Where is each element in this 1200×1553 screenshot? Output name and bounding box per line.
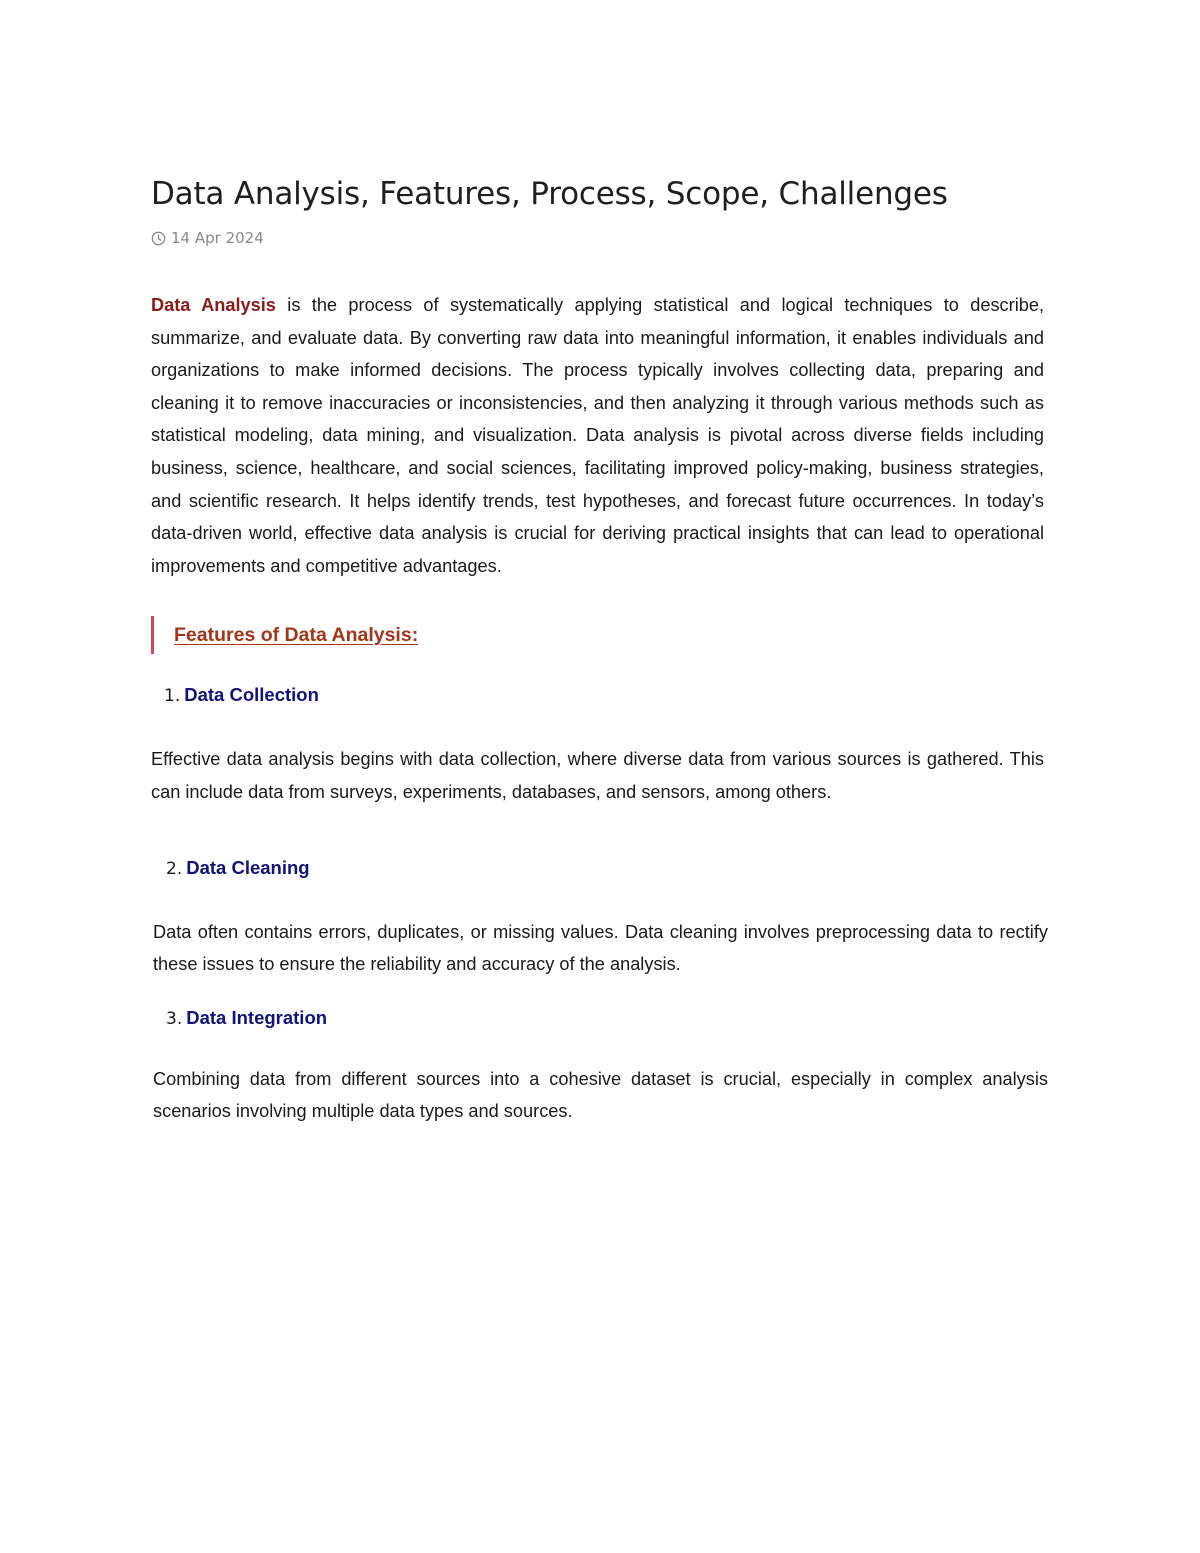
feature-item-title: Data Integration <box>186 1006 328 1028</box>
intro-text: is the process of systematically applying statistical and logical techniques to describe, summarize, and evaluate data. By converting raw data into meaningful information, it enables individuals and organizations to make informed decisions. The process typically involves collecting data, preparing and cleaning it to remove inaccuracies or inconsistencies, and then analyzing it through various methods such as statistical modeling, data mining, and visualization. Data analysis is pivotal across diverse fields including business, science, healthcare, and social sciences, facilitating improved policy-making, business strategies, and scientific research. It helps identify trends, test hypotheses, and forecast future occurrences. In today’s data-driven world, effective data analysis is crucial for deriving practical insights that can lead to operational improvements and competitive advantages. <box>151 295 1045 576</box>
feature-item-heading <box>151 1007 1044 1033</box>
feature-item-text: Combining data from different sources into a cohesive dataset is crucial, especially in complex analysis scenarios involving multiple data types and sources. <box>153 1068 1048 1122</box>
section-heading-label: Features of Data Analysis: <box>174 623 419 646</box>
post-date: 14 Apr 2024 <box>171 229 264 247</box>
page-title: Data Analysis, Features, Process, Scope, Challenges <box>151 176 948 212</box>
feature-item-heading <box>151 857 1044 883</box>
post-meta <box>151 228 1044 248</box>
feature-item-number: 1. <box>164 686 181 707</box>
article <box>151 170 1048 1128</box>
feature-item-title: Data Collection <box>184 684 319 706</box>
clock-icon <box>151 231 166 246</box>
section-accent-bar <box>151 616 154 654</box>
feature-item-text: Data often contains errors, duplicates, or missing values. Data cleaning involves preprocessing data to rectify these issues to ensure the reliability and accuracy of the analysis. <box>153 921 1048 975</box>
intro-paragraph <box>151 289 1044 582</box>
feature-item-number: 2. <box>166 858 183 879</box>
feature-item-number: 3. <box>166 1008 183 1029</box>
feature-item-heading <box>151 684 1044 710</box>
section-heading-features <box>151 616 1044 654</box>
intro-lead-term: Data Analysis <box>151 295 276 315</box>
feature-item-title: Data Cleaning <box>186 856 310 878</box>
feature-item-text: Effective data analysis begins with data collection, where diverse data from various sources is gathered. This can include data from surveys, experiments, databases, and sensors, among others. <box>151 749 1044 802</box>
